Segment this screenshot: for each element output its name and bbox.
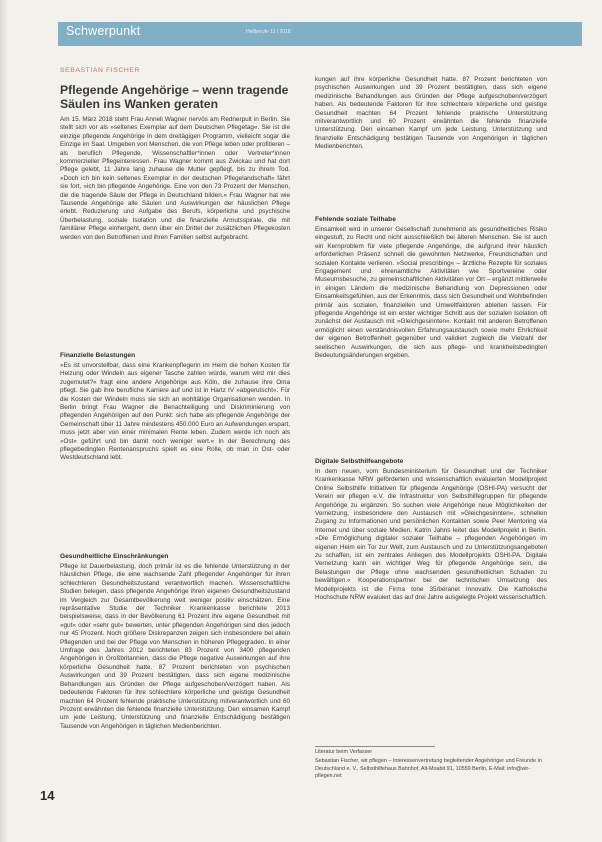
issue-label: Heilberufe 11 | 2018 [246,29,291,35]
paragraph-fehlende-soziale-teilhabe: Einsamkeit wird in unserer Gesellschaft zunehmend als gesundheitliches Risiko eingestuft, zu Recht und nicht ausschließlich bei älteren Menschen. Sie ist auch ein Kernproblem für viele pflegende Angehörige, die aufgrund ihrer häuslich erforderlichen Präsenz schnell die gewohnten Netzwerke, Freundschaften und sozialen Kontakte verlieren. »Social prescribing« – ärztliche Rezepte für soziales Engagement und ehrenamtliche Aktivitäten wie Sportvereine oder Museumsbesuche, zu gemeinschaftlichen Aktivitäten vor Ort – ergänzt mittlerweile in einigen Ländern die medizinische Behandlung von Depressionen oder Einsamkeitsgefühlen, aus der Erkenntnis, dass sich Gesundheit und Wohlbefinden primär aus sozialen, finanziellen und Umweltfaktoren ableiten lassen. Für pflegende Angehörige ist ein erster wichtiger Schritt aus der sozialen Isolation oft zunächst der Austausch mit »Gleichgesinnten«. Kontakt mit anderen Betroffenen ermöglicht einen verständnisvollen Erfahrungsaustausch sowie mehr Ehrlichkeit der eigenen Betroffenheit gegenüber und validiert zugleich die Vielzahl der seelischen Auswirkungen, die sich aus pflege- und krankheitsbedingten Bedeutungsänderungen ergeben. [315,226,547,360]
paragraph-finanzielle-belastungen: »Es ist unvorstellbar, dass eine Krankenpflegerin im Heim die hohen Kosten für Heizung oder Windeln aus eigener Tasche zahlen würde, warum wird mir dies zugemutet?« fragt eine andere Angehörige aus Köln, die zuhause ihre Oma pflegt. Sie gab ihre berufliche Karriere auf und ist in Hartz IV »abgerutscht«. Für die Kosten der Windeln muss sie sich an wohltätige Organisationen wenden. In Berlin bringt Frau Wagner die Benachteiligung und Diskriminierung von pflegenden Angehörigen auf den Punkt: sich habe als pflegende Angehörige der Gemeinschaft über 11 Jahre mindestens 450.000 Euro an Aufwendungen erspart, muss jetzt aber von einer minimalen Rente leben. Zudem werde ich noch als »Ost« geführt und bin damit noch weniger wert.« In der Berechnung des pflegebedingten Rentenanspruchs spielt es eine Rolle, ob man in Ost- oder Westdeutschland lebt. [60,362,290,462]
subheading-finanzielle-belastungen: Finanzielle Belastungen [60,352,136,359]
article-title: Pflegende Angehörige – wenn tragende Säulen ins Wanken geraten [60,83,289,111]
paragraph-digitale-selbsthilfeangebote: In dem neuen, vom Bundesministerium für Gesundheit und der Techniker Krankenkasse NRW geförderten und wissenschaftlich evaluierten Modellprojekt Online Selbsthilfe Initiativen für pflegende Angehörige (OSHI-PA) versucht der Verein wir pflegen e.V. die Infrastruktur von Selbsthilfegruppen für pflegende Angehörige zu ergänzen. So suchen viele Angehörige neue Möglichkeiten der Vernetzung, insbesondere den Austausch mit »Gleichgesinnten«, schnellen Zugang zu Informationen und persönlichen Kontakten sowie Peer Mentoring via Internet und über soziale Medien. Katrin Jahns leitet das Modellprojekt in Berlin. »Die Ermöglichung digitaler sozialer Teilhabe – pflegenden Angehörigen im eigenen Heim ein Tor zur Welt, zum Austausch und zu Unterstützungsangeboten zu schaffen, ist ein zentrales Anliegen des Modellprojekts OSHI-PA. Digitale Vernetzung kann ein wichtiger Weg für pflegende Angehörige sein, die Belastungen der Pflege ohne wachsenden gesundheitlichen Schaden zu bewältigen.« Kooperationspartner bei der technischen Umsetzung des Modellprojekts ist die Firma tone 35/beranet Innovativ. Die Katholische Hochschule NRW evaluiert das auf drei Jahre ausgelegte Projekt wissenschaftlich. [315,468,547,602]
subheading-digitale-selbsthilfeangebote: Digitale Selbsthilfeangebote [315,458,404,465]
subheading-fehlende-soziale-teilhabe: Fehlende soziale Teilhabe [315,216,396,223]
paragraph-gesundheitliche-fortsetzung: kungen auf ihre körperliche Gesundheit hatte. 87 Prozent berichteten von psychischen Auswirkungen und 39 Prozent bestätigten, dass sich eigene medizinische Behandlungen aus Gründen der Pflege aufgeschoben/verzögert haben. Als bedeutende Faktoren für ihre schlechtere körperliche und geistige Gesundheit machten 64 Prozent fehlende praktische Unterstützung mitverantwortlich und 60 Prozent erwähnten die fehlende finanzielle Unterstützung. Den einsamen Kampf um jede Leistung, Unterstützung und finanzielle Entschädigung bestätigen Tausende von Angehörigen in täglichen Medienberichten. [315,76,547,151]
author-note-divider [315,746,435,747]
references-note: Literatur beim Verfasser [315,749,373,755]
subheading-gesundheitliche-einschraenkungen: Gesundheitliche Einschränkungen [60,553,169,560]
author-name: SEBASTIAN FISCHER [60,67,141,74]
paragraph-gesundheitliche-einschraenkungen: Pflege ist Dauerbelastung, doch primär ist es die fehlende Unterstützung in der häuslichen Pflege, die eine wachsende Zahl pflegender Angehöriger für ihren schlechteren Gesundheitszustand verantwortlich machen. Wissenschaftliche Studien belegen, dass pflegende Angehörige ihren eigenen Gesundheitszustand im Vergleich zur Gesamtbevölkerung weit weniger positiv einschätzen. Eine repräsentative Studie der Techniker Krankenkasse berichtete 2013 beispielsweise, dass in der Bevölkerung 61 Prozent ihre eigene Gesundheit mit »gut« oder »sehr gut« bewerten, unter pflegenden Angehörigen sind dies jedoch nur 45 Prozent. Noch größere Diskrepanzen zeigen sich insbesondere bei allein Pflegenden und bei der Pflege von Menschen in höheren Pflegegraden. In einer Umfrage des Jahres 2012 berichteten 83 Prozent von 3400 pflegenden Angehörigen in Großbritannien, dass die Pflege negative Auswirkungen auf ihre körperliche Gesundheit hatte. 87 Prozent berichteten von psychischen Auswirkungen und 39 Prozent bestätigten, dass sich eigene medizinische Behandlungen aus Gründen der Pflege aufgeschoben/verzögert haben. Als bedeutende Faktoren für ihre schlechtere körperliche und geistige Gesundheit machten 64 Prozent fehlende praktische Unterstützung mitverantwortlich und 60 Prozent erwähnten die fehlende finanzielle Unterstützung. Den einsamen Kampf um jede Leistung, Unterstützung und finanzielle Entschädigung bestätigen Tausende von Angehörigen in täglichen Medienberichten. [60,563,290,730]
page-number: 14 [40,788,55,803]
intro-paragraph: Am 15. März 2018 steht Frau Anneli Wagner nervös am Rednerpult in Berlin. Sie stellt sich vor als »seltenes Exemplar auf dem Deutschen Pflegetag«. Sie ist die einzige pflegende Angehörige in dem dreitägigen Programm, vielleicht sogar die Einzige im Saal. Umgeben von Menschen, die von Pflege leben oder profitieren – als beruflich Pflegende, Wissenschaftler*innen oder Vertreter*innen kommerzieller Pflegeinteressen. Frau Wagner kommt aus Zwickau und hat dort Pflege gelebt, 11 Jahre lang zuhause die Mutter gepflegt, bis zu ihrem Tod. »Doch ich bin kein seltenes Exemplar in der deutschen Pflegelandschaft« fährt sie fort, »ich bin pflegende Angehörige. Eine von den 73 Prozent der Menschen, die die tragende Säule der Pflege in Deutschland bilden.« Frau Wagner hat wie Tausende Angehörige alle Säulen und Auswirkungen der häuslichen Pflege erlebt. Reduzierung und Aufgabe des Berufs, körperliche und psychische Überbelastung, soziale Isolation und die finanzielle Armutsspirale, die mit familiärer Pflege einhergeht, denn über ein Drittel der zusätzlichen Pflegekosten werden von den Betroffenen und ihren Familien selbst aufgebracht. [60,116,290,241]
page-edge-shadow [0,0,8,842]
author-contact-note: Sebastian Fischer, wir pflegen – Interessenvertretung begleitender Angehöriger und Freunde in Deutschland e. V., Selbsthilfehaus Bahnhof, Alt-Moabit 91, 10559 Berlin, E-Mail: info@wir-pflegen.net [315,758,542,779]
section-title: Schwerpunkt [66,24,141,38]
